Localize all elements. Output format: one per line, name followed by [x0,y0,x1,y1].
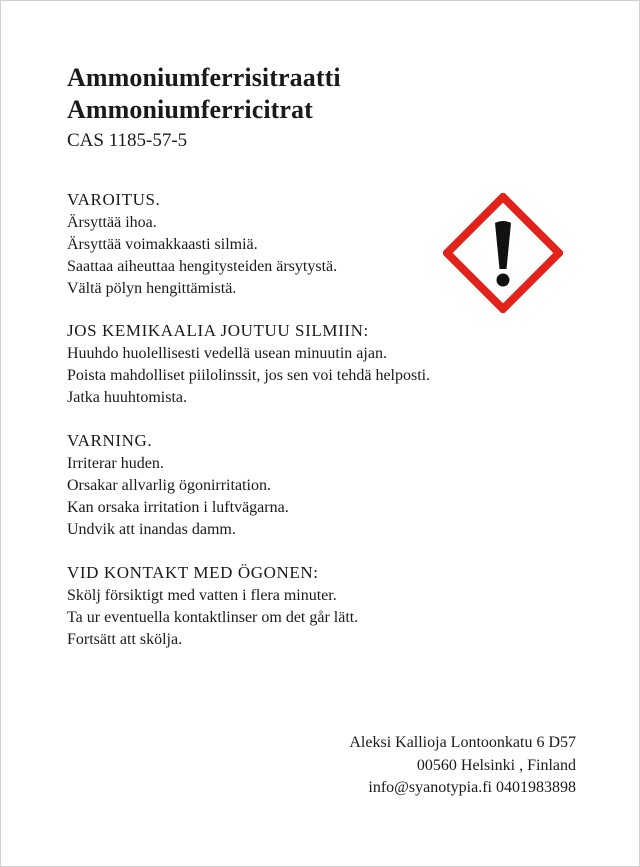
section-line: Vältä pölyn hengittämistä. [67,280,237,297]
section-line: Ärsyttää voimakkaasti silmiä. [67,236,258,253]
section-line: Ärsyttää ihoa. [67,214,157,231]
section-heading: JOS KEMIKAALIA JOUTUU SILMIIN: [67,321,369,340]
cas-number: CAS 1185-57-5 [67,130,188,151]
section-line: Irriterar huden. [67,455,164,472]
section-line: Saattaa aiheuttaa hengitysteiden ärsytystä. [67,258,338,275]
section-heading: VARNING. [67,431,153,450]
section-line: Fortsätt att skölja. [67,631,183,648]
section-eye-contact-finnish [67,320,430,409]
section-line: Ta ur eventuella kontaktlinser om det går lätt. [67,609,359,626]
section-line: Undvik att inandas damm. [67,521,236,538]
section-heading: VAROITUS. [67,190,161,209]
section-line: Jatka huuhtomista. [67,389,187,406]
section-warning-finnish [67,189,337,300]
address-postal-city: 00560 Helsinki , Finland [416,756,576,774]
title-finnish: Ammoniumferrisitraatti [67,63,341,92]
exclamation-mark-hazard-icon [443,193,563,313]
section-line: Huuhdo huolellisesti vedellä usean minuutin ajan. [67,345,387,362]
address-email-phone: info@syanotypia.fi 0401983898 [368,779,576,796]
address-name-street: Aleksi Kallioja Lontoonkatu 6 D57 [349,734,576,751]
section-line: Poista mahdolliset piilolinssit, jos sen voi tehdä helposti. [67,367,431,384]
supplier-address [349,732,576,800]
title-swedish: Ammoniumferricitrat [67,95,313,124]
section-line: Orsakar allvarlig ögonirritation. [67,477,271,494]
section-heading: VID KONTAKT MED ÖGONEN: [67,563,319,582]
section-line: Skölj försiktigt med vatten i flera minuter. [67,587,337,604]
section-line: Kan orsaka irritation i luftvägarna. [67,499,289,516]
section-eye-contact-swedish [67,562,358,651]
section-warning-swedish [67,430,289,541]
title-block [67,62,341,154]
